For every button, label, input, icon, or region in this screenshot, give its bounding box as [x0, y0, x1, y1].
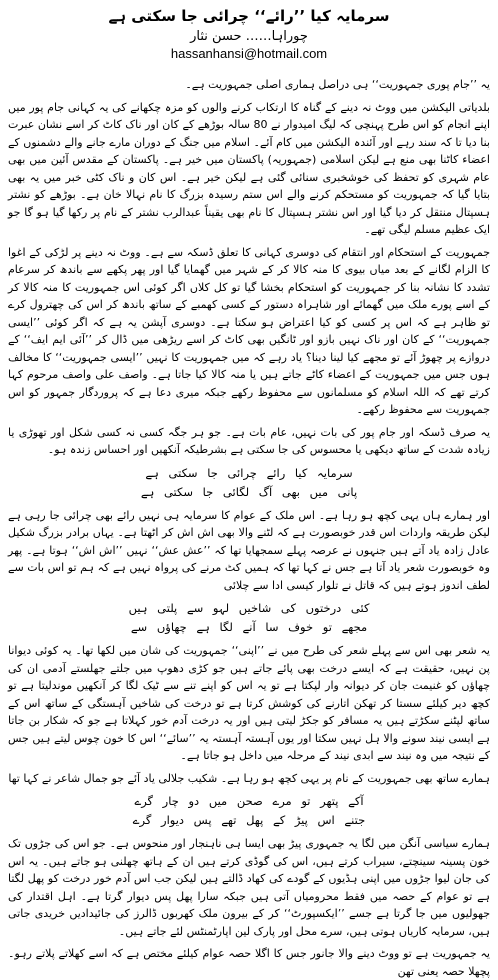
column-title: سرمایہ کیا ’’رائے‘‘ چرائی جا سکتی ہے	[108, 7, 390, 25]
paragraph-6: یہ شعر بھی اس سے پہلے شعر کی طرح میں نے ’’اپنی‘‘ جمہوریت کی شان میں لکھا تھا۔ یہ کوئی دیوانا پن نہیں، حقیقت ہے کہ ایسے درخت بھی پائے جاتے ہیں جو کڑی دھوپ میں جلتے جھلستے آدمی ان کی چھاؤں کو غنیمت جان کر دیوانہ وار لپکتا ہے تو یہ اس کو اپنے تنے سے ٹیک لگا کر آنکھیں موندلیتا ہے تو کچھ دیر کیلئے سستا کر تھکن اتارنے کی کوشش کرتا ہے تو درخت کی شاخیں آہستگی کے ساتھ اس کے ساتھ لپٹنے سکڑتے ہیں یہ مسافر کو جکڑ لیتی ہیں اور یہ درخت آدم خور کہلاتا ہے جو کہ شکار بن جاتا ہے ایسی نیند سونے والا ہل نہیں سکتا اور یوں آہستہ آہستہ یہ ’’سائے‘‘ اس کا خون چوس لیتے ہیں جس کے نتیجہ میں وہ نیند سے ابدی نیند کے مرحلہ میں داخل ہو جاتا ہے۔	[8, 644, 491, 762]
author-email: hassanhansi@hotmail.com	[170, 46, 328, 61]
verse-three	[8, 792, 490, 830]
column-header	[8, 6, 490, 62]
paragraph-7: ہمارے ساتھ بھی جمہوریت کے نام پر یہی کچھ ہو رہا ہے۔ شکیب جلالی یاد آئے جو جمال شاعر نے کہا تھا	[8, 771, 490, 785]
paragraph-4: یہ صرف ڈسکہ اور جام پور کی بات نہیں، عام بات ہے۔ جو ہر جگہ کسی نہ کسی شکل اور تھوڑی یا زیادہ شدت کے ساتھ دیکھی یا محسوس کی جا سکتی ہے بشرطیکہ آنکھیں اور احساس زندہ ہو۔	[8, 425, 490, 456]
paragraph-1: یہ ’’جام پوری جمہوریت‘‘ ہی دراصل ہماری اصلی جمہوریت ہے۔	[185, 78, 490, 91]
column-body	[8, 76, 490, 980]
paragraph-5: اور ہمارے ہاں یہی کچھ ہو رہا ہے۔ اس ملک کے عوام کا سرمایہ ہی نہیں رائے بھی چرائی جا رہی ہے لیکن طریقہ واردات اس قدر خوبصورت ہے کہ لٹنے والا بھی اش اش کر اٹھتا ہے۔ یہاں برادر بزرگ شکیل عادل زادہ یاد آتے ہیں جنہوں نے عرصہ پہلے سمجھایا تھا کہ ’’عش عش‘‘ نہیں ’’اش اش‘‘ ہوتا ہے۔ پھر وہ خوبصورت شعر یاد آتا ہے جس نے کہا تھا کہ ہمیں کٹ مرنے کی پرواہ نہیں ہے کہ ہم تو اس بات سے لطف اندوز ہوتے ہیں کہ قاتل نے تلوار کیسی ادا سے چلائی	[8, 508, 490, 592]
paragraph-3: جمہوریت کے استحکام اور انتقام کی دوسری کہانی کا تعلق ڈسکہ سے ہے۔ ووٹ نہ دینے پر لڑکی کے اغوا کا الزام لگانے کے بعد میاں بیوی کا منہ کالا کر کے شہر میں گھمایا گیا اور پھر پکھے سے باندھ کر سرعام تشدد کا نشانہ بنا کر جمہوریت کو استحکام بخشا گیا تو کل کلاں اگر کوئی اس جمہوریت کا منہ کالا کر کے اسے پورے ملک میں گھمائے اور شاہراہ دستور کے کسی کھمبے کے ساتھ باندھ کر اس کی چھترول کرے تو ظاہر ہے کہ اس پر کسی کو کیا اعتراض ہو سکتا ہے۔ دوسری آپشن یہ ہے کہ اگر کوئی ’’ایسی جمہوریت‘‘ کے کان اور ناک نہیں بازو اور ٹانگیں بھی کاٹ کر اسے ریڑھی میں ڈال کر ’’آئی ایم ایف‘‘ کے دروازے پر چھوڑ آئے تو مجھے کیا لینا دینا؟ یاد رہے کہ میں جمہوریت کا نہیں ’’ایسی جمہوریت‘‘ کا مخالف ہوں جس میں جمہوریت کے اعضاء کاٹے جاتے ہیں یا منہ کالا کیا جاتا ہے۔ واصف علی واصف مرحوم کہا کرتے تھے کہ اللہ اسلام کو مسلمانوں سے محفوظ رکھے جبکہ میری دعا ہے کہ پروردگار جمہور کو اس جمہوریت سے محفوظ رکھے۔	[8, 245, 490, 416]
verse-line: سرمایہ کیا رائے چرائی جا سکتی ہے	[145, 465, 353, 480]
paragraph-8: ہمارے سیاسی آنگن میں لگا یہ جمہوری پیڑ بھی ایسا ہی ناہنجار اور منحوس ہے۔ جو اس کی جڑوں تک خون پسینہ سینچتے، سیراب کرتے ہیں، اس کی گوڈی کرتے ہیں ان کے ہاتھ چھلنی ہو جاتے ہیں۔ یہ اس کی جان لیوا جڑوں میں اپنی ہڈیوں کے گودے کی کھاد ڈالتے ہیں لیکن جب اس آدم خور درخت کو پھل لگتا ہے تو عوام کے حصہ میں فقط محرومیاں آتی ہیں جبکہ سارا پھل پس دیوار گرتا ہے۔ اہل اقتدار کی جھولیوں میں جا گرتا ہے جسے ’’ایکسپورٹ‘‘ کر کے بیرون ملک کھربوں ڈالرز کی جائیدادیں خریدی جاتی ہیں، سرمایہ کاریاں ہوتی ہیں، سرے محل اور پارک لین اپارٹمنٹس لئے جاتے ہیں۔	[8, 837, 490, 938]
column-byline: چوراہا…… حسن نثار	[190, 29, 308, 44]
verse-two	[8, 599, 490, 637]
verse-line: پانی میں بھی آگ لگائی جا سکتی ہے	[140, 484, 358, 499]
verse-one	[8, 464, 490, 502]
verse-line: جتنے اس پیڑ کے پھل تھے پس دیوار گرے	[132, 813, 366, 827]
verse-line: مجھے تو خوف سا آنے لگا ہے چھاؤں سے	[130, 620, 368, 634]
paragraph-9: یہ جمہوریت ہے تو ووٹ دینے والا جانور جس کا اگلا حصہ عوام کیلئے مختص ہے کہ اسے کھلاتے پلاتے رہو۔ پچھلا حصہ یعنی تھن	[8, 947, 490, 978]
paragraph-2: بلدیاتی الیکشن میں ووٹ نہ دینے کے گناہ کا ارتکاب کرنے والوں کو مزہ چکھانے کی یہ کہانی جام پور میں اپنے انجام کو اس طرح پہنچی کہ لیگ امیدوار نے 80 سالہ بوڑھے کے کان اور ناک کاٹ کر اسے نشان عبرت بنا دیا تا کہ سند رہے اور آئندہ الیکشن میں کام آئے۔ اسلام میں جنگ کے دوران مارے جانے والے دشمنوں کے اعضاء کاٹنا بھی منع ہے لیکن اسلامی (جمہوریہ) پاکستان میں خیر ہے۔ پاکستان کے مقدس آئین میں بھی عام شہری کو تحفظ کی خوشخبری سنائی گئی ہے لیکن خیر ہے۔ اس کان و ناک کٹی خبر میں یہ بھی بتایا گیا کہ جمہوریت کو مستحکم کرنے والے اس ستم رسیدہ بزرگ کا نام نہالا خان ہے۔ بوڑھے کو نشتر ہسپتال منتقل کر دیا گیا اور اس نشتر ہسپتال کا نام بھی یقیناً عبدالرب نشتر کے نام پر رکھا گیا ہو گا جو ایک عظیم مسلم لیگی تھے۔	[8, 100, 490, 236]
verse-line: کئی درختوں کی شاخیں لہو سے پلتی ہیں	[128, 601, 370, 615]
verse-line: آکے پتھر تو مرے صحن میں دو چار گرے	[134, 794, 364, 808]
